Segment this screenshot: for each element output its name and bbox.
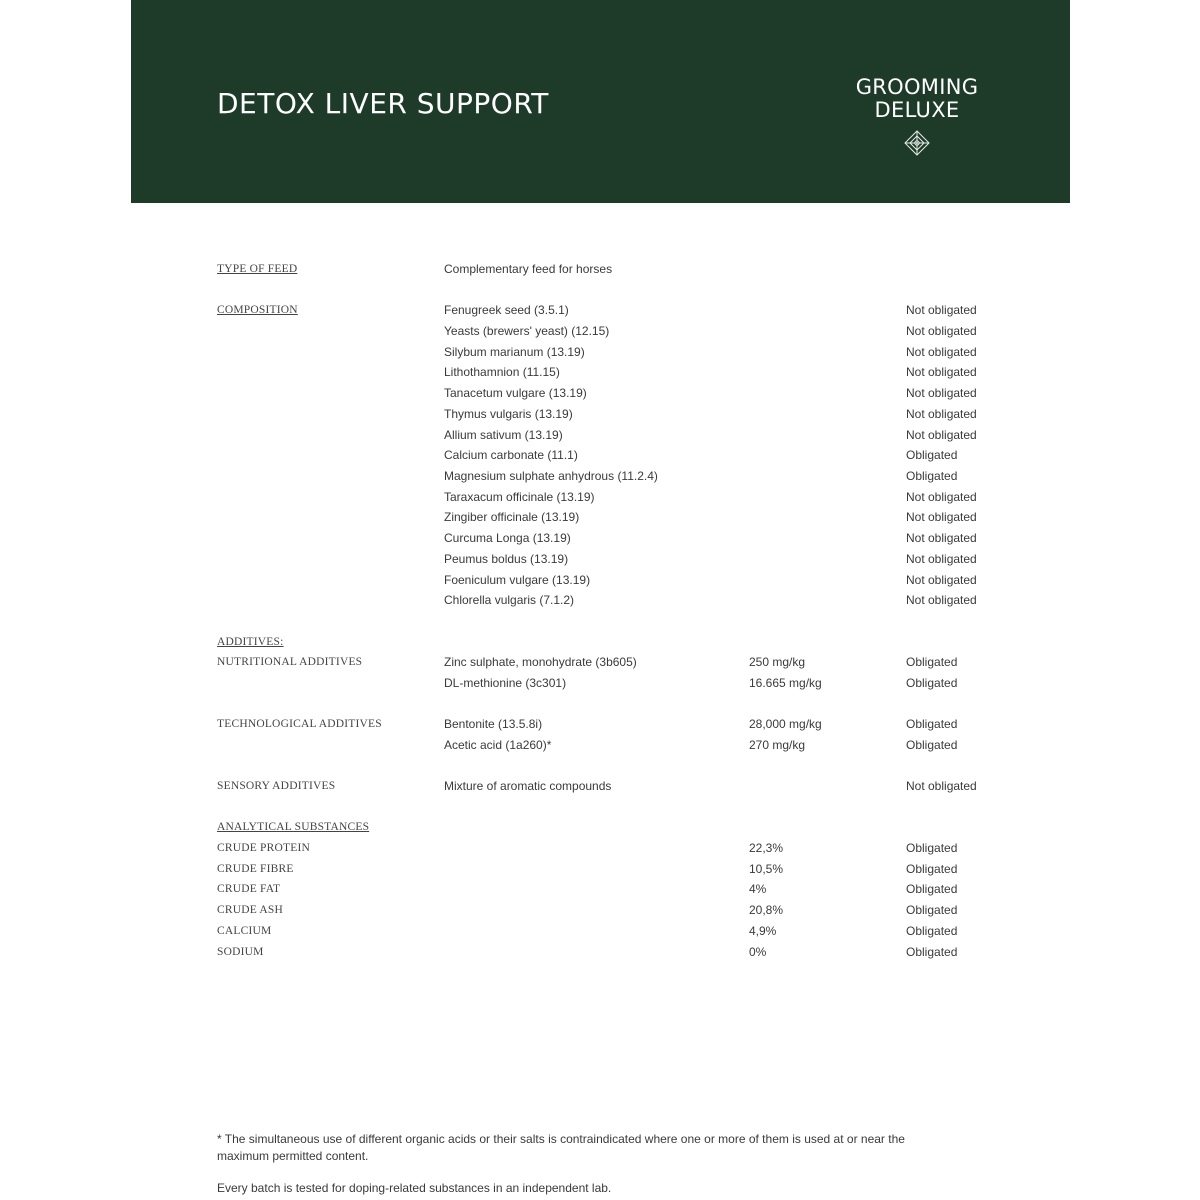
- acid-footnote: [217, 1131, 905, 1165]
- additive-status: Obligated: [906, 655, 958, 669]
- composition-row: [0, 445, 1200, 465]
- additive-name: DL-methionine (3c301): [444, 676, 567, 690]
- logo-text-line2: DELUXE: [874, 98, 960, 122]
- acid-footnote-line1: * The simultaneous use of different organic acids or their salts is contraindicated where one or more of them is used at or near the: [217, 1132, 905, 1146]
- analytical-status: Obligated: [906, 903, 958, 917]
- nutritional-additive-row: [0, 673, 1200, 693]
- composition-item-name: Chlorella vulgaris (7.1.2): [444, 593, 575, 607]
- composition-item-name: Calcium carbonate (11.1): [444, 448, 578, 462]
- composition-item-name: Fenugreek seed (3.5.1): [444, 303, 569, 317]
- ornament-diamond-icon: [903, 129, 931, 157]
- additives-heading-row: [0, 632, 1200, 652]
- analytical-name: CRUDE ASH: [217, 904, 284, 916]
- composition-row: [0, 466, 1200, 486]
- type-of-feed-row: [0, 259, 1200, 279]
- composition-item-name: Curcuma Longa (13.19): [444, 531, 571, 545]
- additive-status: Not obligated: [906, 779, 977, 793]
- analytical-value: 4,9%: [749, 924, 777, 938]
- technological-additives-label: TECHNOLOGICAL ADDITIVES: [217, 718, 382, 730]
- analytical-heading-row: [0, 817, 1200, 837]
- additive-name: Mixture of aromatic compounds: [444, 779, 612, 793]
- composition-item-name: Allium sativum (13.19): [444, 428, 563, 442]
- composition-item-status: Not obligated: [906, 303, 977, 317]
- analytical-value: 10,5%: [749, 862, 784, 876]
- analytical-value: 4%: [749, 882, 767, 896]
- analytical-row: [0, 859, 1200, 879]
- analytical-name: CRUDE FAT: [217, 883, 281, 895]
- composition-item-status: Not obligated: [906, 510, 977, 524]
- analytical-substances-label: ANALYTICAL SUBSTANCES: [217, 821, 370, 833]
- additive-name: Zinc sulphate, monohydrate (3b605): [444, 655, 637, 669]
- composition-item-status: Not obligated: [906, 407, 977, 421]
- logo-text-line1: GROOMING: [855, 75, 979, 99]
- additive-amount: 16.665 mg/kg: [749, 676, 822, 690]
- composition-row: [0, 528, 1200, 548]
- composition-item-name: Taraxacum officinale (13.19): [444, 490, 595, 504]
- analytical-status: Obligated: [906, 882, 958, 896]
- composition-row: [0, 404, 1200, 424]
- analytical-status: Obligated: [906, 924, 958, 938]
- composition-item-name: Foeniculum vulgare (13.19): [444, 573, 591, 587]
- analytical-status: Obligated: [906, 945, 958, 959]
- acid-footnote-line2: maximum permitted content.: [217, 1149, 369, 1163]
- composition-item-status: Obligated: [906, 448, 958, 462]
- composition-item-status: Not obligated: [906, 531, 977, 545]
- composition-item-status: Not obligated: [906, 552, 977, 566]
- composition-row: [0, 570, 1200, 590]
- composition-row: [0, 300, 1200, 320]
- composition-row: [0, 362, 1200, 382]
- composition-item-status: Not obligated: [906, 386, 977, 400]
- additive-name: Bentonite (13.5.8i): [444, 717, 543, 731]
- composition-item-name: Thymus vulgaris (13.19): [444, 407, 573, 421]
- analytical-name: SODIUM: [217, 946, 264, 958]
- nutritional-additive-row: [0, 652, 1200, 672]
- sensory-additives-label: SENSORY ADDITIVES: [217, 780, 336, 792]
- analytical-value: 0%: [749, 945, 767, 959]
- composition-item-name: Lithothamnion (11.15): [444, 365, 560, 379]
- composition-row: [0, 342, 1200, 362]
- analytical-name: CRUDE FIBRE: [217, 863, 294, 875]
- analytical-name: CRUDE PROTEIN: [217, 842, 311, 854]
- composition-item-status: Obligated: [906, 469, 958, 483]
- composition-row: [0, 383, 1200, 403]
- page-title: DETOX LIVER SUPPORT: [217, 87, 549, 120]
- composition-item-name: Yeasts (brewers' yeast) (12.15): [444, 324, 610, 338]
- analytical-status: Obligated: [906, 862, 958, 876]
- analytical-name: CALCIUM: [217, 925, 272, 937]
- composition-row: [0, 507, 1200, 527]
- composition-row: [0, 549, 1200, 569]
- additive-amount: 270 mg/kg: [749, 738, 806, 752]
- composition-item-status: Not obligated: [906, 345, 977, 359]
- composition-item-status: Not obligated: [906, 573, 977, 587]
- composition-item-status: Not obligated: [906, 593, 977, 607]
- analytical-value: 22,3%: [749, 841, 784, 855]
- additive-name: Acetic acid (1a260)*: [444, 738, 552, 752]
- composition-row: [0, 590, 1200, 610]
- header-banner: [131, 0, 1070, 203]
- composition-item-status: Not obligated: [906, 365, 977, 379]
- analytical-row: [0, 942, 1200, 962]
- brand-logo: [831, 76, 1003, 157]
- sensory-additive-row: [0, 776, 1200, 796]
- composition-item-name: Zingiber officinale (13.19): [444, 510, 580, 524]
- composition-item-status: Not obligated: [906, 324, 977, 338]
- additive-status: Obligated: [906, 717, 958, 731]
- analytical-value: 20,8%: [749, 903, 784, 917]
- composition-item-status: Not obligated: [906, 490, 977, 504]
- analytical-row: [0, 900, 1200, 920]
- additives-label: ADDITIVES:: [217, 636, 284, 648]
- additive-status: Obligated: [906, 676, 958, 690]
- additive-amount: 28,000 mg/kg: [749, 717, 822, 731]
- technological-additive-row: [0, 714, 1200, 734]
- composition-item-name: Tanacetum vulgare (13.19): [444, 386, 587, 400]
- batch-testing-note: Every batch is tested for doping-related substances in an independent lab.: [217, 1181, 612, 1195]
- analytical-row: [0, 921, 1200, 941]
- analytical-row: [0, 838, 1200, 858]
- composition-row: [0, 321, 1200, 341]
- type-of-feed-label: TYPE OF FEED: [217, 263, 298, 275]
- analytical-status: Obligated: [906, 841, 958, 855]
- technological-additive-row: [0, 735, 1200, 755]
- composition-item-name: Silybum marianum (13.19): [444, 345, 585, 359]
- nutritional-additives-label: NUTRITIONAL ADDITIVES: [217, 656, 363, 668]
- composition-row: [0, 487, 1200, 507]
- composition-item-name: Magnesium sulphate anhydrous (11.2.4): [444, 469, 658, 483]
- additive-status: Obligated: [906, 738, 958, 752]
- composition-item-status: Not obligated: [906, 428, 977, 442]
- type-of-feed-value: Complementary feed for horses: [444, 262, 613, 276]
- composition-item-name: Peumus boldus (13.19): [444, 552, 569, 566]
- composition-label: COMPOSITION: [217, 304, 298, 316]
- additive-amount: 250 mg/kg: [749, 655, 806, 669]
- analytical-row: [0, 879, 1200, 899]
- composition-row: [0, 425, 1200, 445]
